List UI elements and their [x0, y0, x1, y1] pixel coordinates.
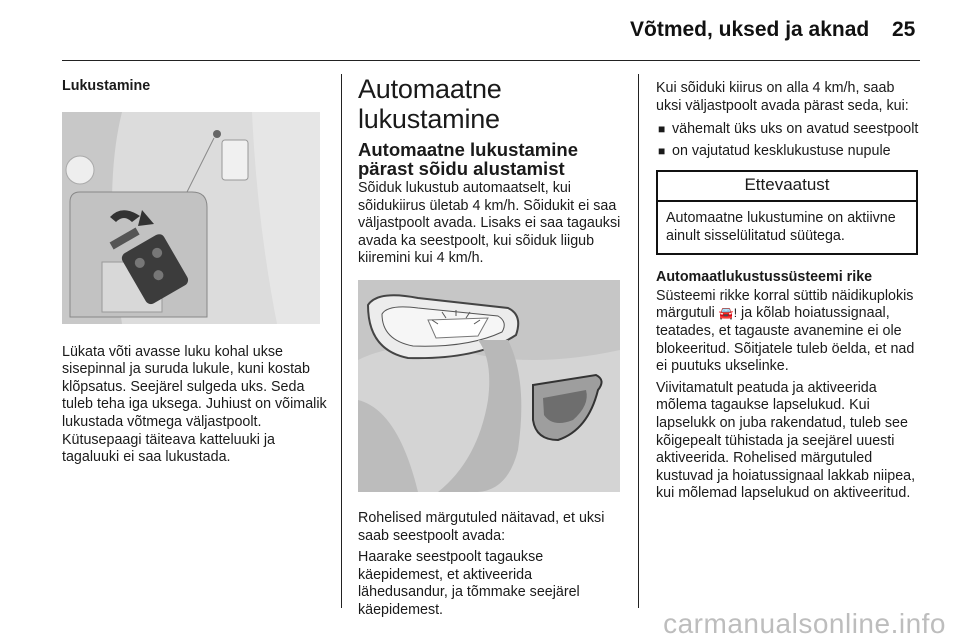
bullet-icon: ■ [658, 143, 666, 158]
speed-condition-text: Kui sõiduki kiirus on alla 4 km/h, saab uksi väljastpoolt avada pärast seda, kui: [656, 80, 909, 114]
column-divider-left [341, 74, 342, 608]
page-header-title: Võtmed, uksed ja aknad [630, 18, 870, 41]
door-handle-illustration [358, 280, 620, 492]
section-heading-lukustamine: Lukustamine [62, 78, 151, 94]
warning-light-icon: 🚘! [718, 306, 738, 321]
column-2 [358, 74, 622, 624]
list-item: ■ on vajutatud kesklukustuse nupule [658, 142, 891, 159]
list-item: ■ vähemalt üks uks on avatud seestpoolt [658, 121, 919, 138]
caution-body: Automaatne lukustumine on aktiivne ainult sisselülitatud süütega. [666, 209, 896, 244]
bullet-icon: ■ [658, 122, 666, 137]
caution-title: Ettevaatust [658, 172, 916, 202]
section-title: Automaatne lukustamine [358, 74, 502, 134]
page-number: 25 [892, 18, 916, 41]
door-lock-illustration [62, 112, 320, 324]
green-led-text: Rohelised märgutuled näitavad, et uksi saab seestpoolt avada: [358, 509, 605, 544]
open-instruction-text: Haarake seestpoolt tagaukse käepidemest, et aktiveerida lähedusandur, ja tõmmake seejärel käepidemest. [358, 549, 580, 618]
caution-box [656, 170, 918, 255]
watermark: carmanualsonline.info [663, 608, 946, 639]
fault-text: Süsteemi rikke korral süttib näidikuplokis märgutuli 🚘! ja kõlab hoiatussignaal, teatades, et tagauste avanemine ei ole blokeeritud. Sõitjatele tuleb öelda, et nad ei puutuks ukselinke. [656, 287, 915, 375]
child-lock-text: Viivitamatult peatuda ja aktiveerida mõlema tagaukse lapselukud. Kui lapselukk on juba rakendatud, tuleb see kõigepealt tühistada ja seejärel uuesti aktiveerida. Rohelised märgutuled kustuvad ja hoiatussignaal lakkab niipea, kui mõlemad lapselukud on aktiveeritud. [656, 379, 916, 502]
column-divider-right [638, 74, 639, 608]
door-lock-figure [62, 112, 320, 324]
door-handle-figure [358, 280, 620, 492]
section-subtitle: Automaatne lukustamine pärast sõidu alustamist [358, 139, 578, 179]
condition-list [656, 121, 922, 160]
column-1 [62, 78, 327, 471]
column-3 [656, 80, 922, 507]
header-rule [62, 60, 920, 61]
fault-heading: Automaatlukustussüsteemi rike [656, 269, 873, 286]
lukustamine-text: Lükata võti avasse luku kohal ukse sisepinnal ja suruda lukule, kuni kostab klõpsatus. Seejärel sulgeda uks. Seda tuleb teha iga uksega. Juhiust on võimalik lukustada võtmega väljastpoolt. Kütusepaagi täiteava katteluuki ja tagaluuki ei saa lukustada. [62, 343, 327, 466]
auto-lock-text: Sõiduk lukustub automaatselt, kui sõidukiirus ületab 4 km/h. Sõidukit ei saa väljastpoolt avada. Lisaks ei saa tagauksi avada ka seestpoolt, kui sõiduk liigub kiiremini kui 4 km/h. [358, 180, 621, 267]
